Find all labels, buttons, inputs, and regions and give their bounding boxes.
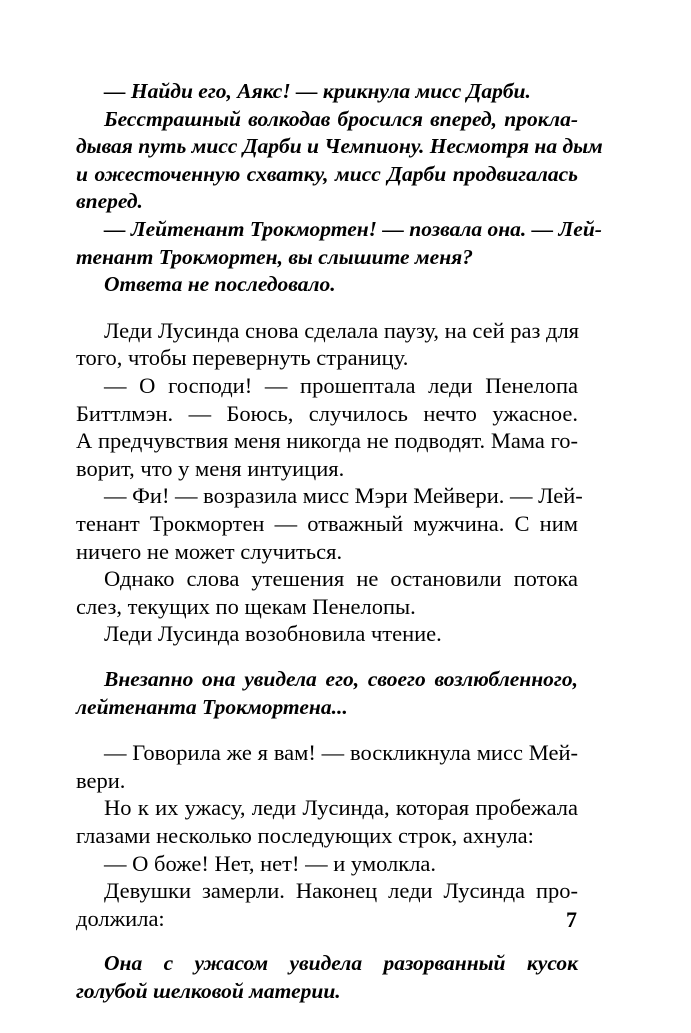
text-line: — Говорила же я вам! — воскликнула мисс Мей-	[104, 740, 578, 766]
text-line: Леди Лусинда снова сделала паузу, на сей раз для	[104, 317, 580, 343]
italic-text-line: Бесстрашный волкодав бросился вперед, прокла-	[104, 106, 578, 131]
page-number: 7	[566, 907, 577, 932]
text-line: — Фи! — возразила мисс Мэри Мейвери. — Лей-	[104, 483, 583, 509]
italic-text-line: вперед.	[76, 189, 143, 214]
text-line: Девушки замерли. Наконец леди Лусинда про-	[104, 878, 578, 904]
italic-text-line: и ожесточенную схватку, мисс Дарби продвигалась	[76, 161, 578, 186]
text-line: — О господи! — прошептала леди Пенелопа	[104, 373, 578, 398]
text-line: должила:	[76, 905, 165, 931]
text-line: Однако слова утешения не остановили потока	[104, 566, 578, 592]
text-line: А предчувствия меня никогда не подводят. Мама го-	[76, 428, 578, 454]
italic-text-line: дывая путь мисс Дарби и Чемпиону. Несмотря на дым	[76, 134, 603, 159]
italic-text-line: Ответа не последовало.	[104, 272, 336, 297]
italic-text-line: — Найди его, Аякс! — крикнула мисс Дарби.	[104, 79, 531, 103]
italic-text-line: Внезапно она увидела его, своего возлюбленного,	[104, 667, 578, 691]
text-line: тенант Трокмортен — отважный мужчина. С ним	[76, 511, 578, 536]
text-line: слез, текущих по щекам Пенелопы.	[76, 593, 416, 619]
text-line: вери.	[76, 767, 126, 793]
text-line: того, чтобы перевернуть страницу.	[76, 345, 409, 371]
italic-text-line: лейтенанта Трокмортена...	[76, 694, 348, 719]
text-line: Биттлмэн. — Боюсь, случилось нечто ужасное.	[76, 400, 578, 426]
italic-text-line: тенант Трокмортен, вы слышите меня?	[76, 244, 473, 269]
text-line: глазами несколько последующих строк, ахнула:	[76, 823, 534, 848]
text-line: — О боже! Нет, нет! — и умолкла.	[104, 850, 437, 876]
text-line: ничего не может случиться.	[76, 538, 343, 564]
italic-text-line: голубой шелковой материи.	[76, 979, 341, 1003]
text-line: ворит, что у меня интуиция.	[76, 455, 345, 481]
text-line: Леди Лусинда возобновила чтение.	[104, 621, 442, 647]
text-line: Но к их ужасу, леди Лусинда, которая пробежала	[104, 795, 578, 821]
italic-text-line: Она с ужасом увидела разорванный кусок	[104, 951, 578, 976]
italic-text-line: — Лейтенант Трокмортен! — позвала она. — Лей-	[104, 217, 602, 241]
